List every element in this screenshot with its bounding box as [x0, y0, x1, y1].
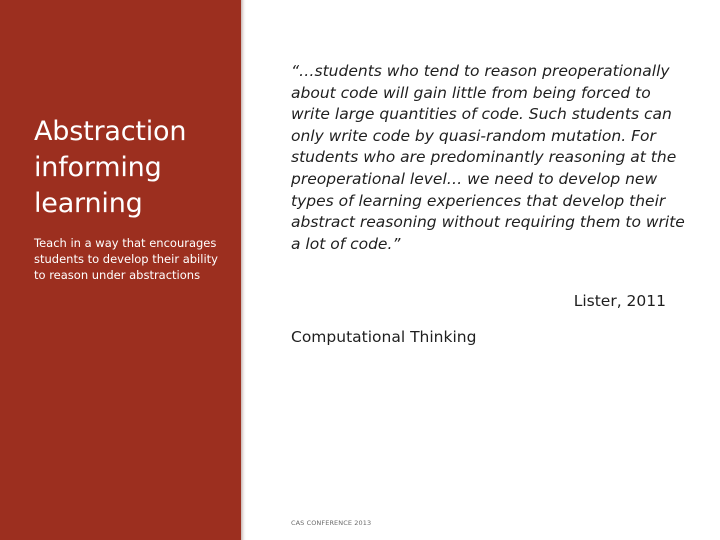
panel-divider	[241, 0, 246, 540]
slide-subtitle: Teach in a way that encourages students to develop their ability to reason under abstractions	[34, 236, 218, 282]
title-panel	[0, 0, 241, 540]
quote-text: “…students who tend to reason preoperationally about code will gain little from being forced to write large quantities of code. Such students can only write code by quasi-random mutation. For students who are predominantly reasoning at the preoperational level… we need to develop new types of learning experiences that develop their abstract reasoning without requiring them to write a lot of code.”	[291, 62, 685, 253]
slide-footer: CAS CONFERENCE 2013	[291, 519, 372, 527]
section-label: Computational Thinking	[291, 328, 477, 346]
slide-title: Abstraction informing learning	[34, 116, 187, 219]
quote-attribution: Lister, 2011	[573, 292, 666, 310]
